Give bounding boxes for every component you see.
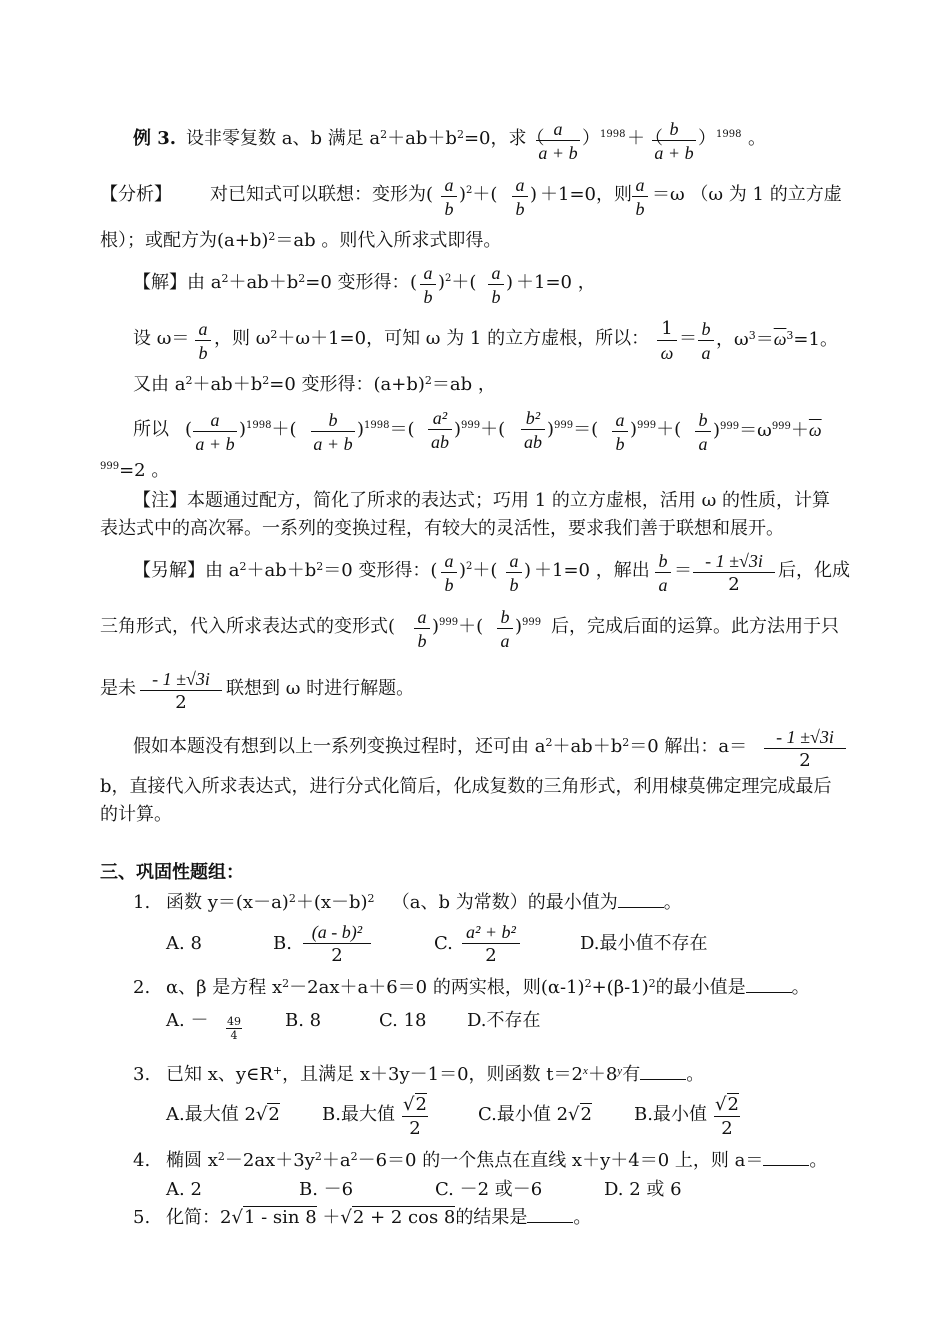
option-b[interactable]: B. －6: [299, 1179, 354, 1200]
option-d[interactable]: D.最小值不存在: [580, 933, 708, 954]
option-c[interactable]: C.最小值 2√2: [478, 1104, 592, 1125]
fraction-b-over-a-plus-b: $\frac{b}{a + b}$: [652, 118, 696, 164]
option-a[interactable]: A. －: [166, 1010, 209, 1031]
option-c[interactable]: C. －2 或－6: [435, 1179, 543, 1200]
example-text: 设非零复数 a、b 满足 $a^2+ab+b^2=0$，求（: [186, 128, 545, 149]
document-page: 例 3. 设非零复数 a、b 满足 $a^2+ab+b^2=0$，求（ $\frac{a}{a + b}$ ）$^{1998}$ ＋（ $\frac{b}{a + b}$ ）$^{1998}$ 。 【分析】 对已知式可以联想：变形为( $\frac{a}{b}$ )$^2$＋( $\frac{a}{b}$ ) ＋1=0，则 $\frac{a}{b}$ ＝ω （ω 为 1 的立方虚 根）；或配方为$(a+b)^2=ab$ 。则代入所求式即得。 【解】由 $a^2+ab+b^2=0$ 变形得： ( $\frac{a}{b}$ )$^2$＋( $\frac{a}{b}$ ) ＋1=0 ， 设 ω＝ $\frac{a}{b}$ ，则 $\omega^2+\omega+1=0$，可知 ω 为 1 的立方虚根，所以： $\frac{1}{\omega}$ ＝ $\frac{b}{a}$ ，$\omega^3=\overline{\omega}^3=1$。 又由 $a^2+ab+b^2=0$ 变形得：$(a+b)^2=ab$ ， 所以 ( $\frac{a}{a + b}$ )$^{1998}$＋( $\frac{b}{a + b}$ )$^{1998}$＝( $\frac{\text{a²}}{ab}$ )$^{999}$＋( $\frac{\text{b²}}{ab}$ )$^{999}$＝( $\frac{a}{b}$ )$^{999}$＋( $\frac{b}{a}$ )$^{999}=\omega^{999}+\overline{\omega}$ $^{999}$=2 。 【注】本题通过配方，简化了所求的表达式；巧用 1 的立方虚根，活用 ω 的性质，计算 表达式中的高次幂。一系列的变换过程，有较大的灵活性，要求我们善于联想和展开。 【另解】由 $a^2+ab+b^2=0$ 变形得：( $\frac{a}{b}$ )$^2$＋( $\frac{a}{b}$ ) ＋1=0 ，解出 $\frac{b}{a}$ ＝ $\frac{- 1 \pm√3i}{2}$ 后，化成 三角形式，代入所求表达式的变形式( $\frac{a}{b}$ )$^{999}$＋( $\frac{b}{a}$ )$^{999}$ 后，完成后面的运算。此方法用于只 是未 $\frac{- 1 \pm√3i}{2}$ 联想到 ω 时进行解题。 假如本题没有想到以上一系列变换过程时，还可由 $a^2+ab+b^2=0$ 解出：a＝ $\frac{- 1 \pm√3i}{2}$ b，直接代入所求表达式，进行分式化简后，化成复数的三角形式，利用棣莫佛定理完成最后 的计算。 三、巩固性题组： 1. 函数 $y=(x-a)^2+(x-b)^2$ （a、b 为常数）的最小值为 。 A. 8 B. $\frac{\text{(a - b)²}}{2}$ C. $\frac{\text{a² + b²}}{2}$ D.最小值不存在 2. α、β 是方程 $x^2-2ax+a+6=0$ 的两实根，则$(\alpha-1)^2+(\beta-1)^2$的最小值是 。 A. － $\frac{49}{4}$ B. 8 C. 18 D.不存在 3. 已知 x、y∈R+，且满足 x＋3y－1＝0，则函数 $t=2^x+8^y$有 。 A.最大值 2√2 B.最大值 $\frac{√2}{2}$ C.最小值 2√2 B.最小值 $\frac{√2}{2}$ 4. 椭圆 $x^2-2ax+3y^2+a^2-6=0$ 的一个焦点在直线 x＋y＋4＝0 上，则 a＝ 。 A. 2 B. －6 C. －2 或－6 D. 2 或 6 5. 化简：2√1 - sin 8 ＋√2 + 2 cos 8的结果是 。: [100, 119, 850, 1228]
option-c[interactable]: C.: [434, 933, 453, 954]
answer-blank: [618, 907, 664, 908]
option-b[interactable]: B.最大值: [322, 1104, 395, 1125]
option-d[interactable]: D.不存在: [467, 1010, 541, 1031]
option-a[interactable]: A. 2: [166, 1179, 202, 1200]
fraction-a-over-a-plus-b: $\frac{a}{a + b}$: [536, 118, 580, 164]
analysis-label: 【分析】: [100, 184, 172, 205]
option-a[interactable]: A. 8: [166, 933, 202, 954]
option-c[interactable]: C. 18: [379, 1010, 427, 1031]
option-a[interactable]: A.最大值 2√2: [166, 1104, 280, 1125]
option-d[interactable]: D. 2 或 6: [604, 1179, 682, 1200]
option-b[interactable]: B.: [273, 933, 292, 954]
option-d[interactable]: B.最小值: [634, 1104, 707, 1125]
example-label: 例 3.: [133, 128, 177, 149]
option-b[interactable]: B. 8: [285, 1010, 322, 1031]
